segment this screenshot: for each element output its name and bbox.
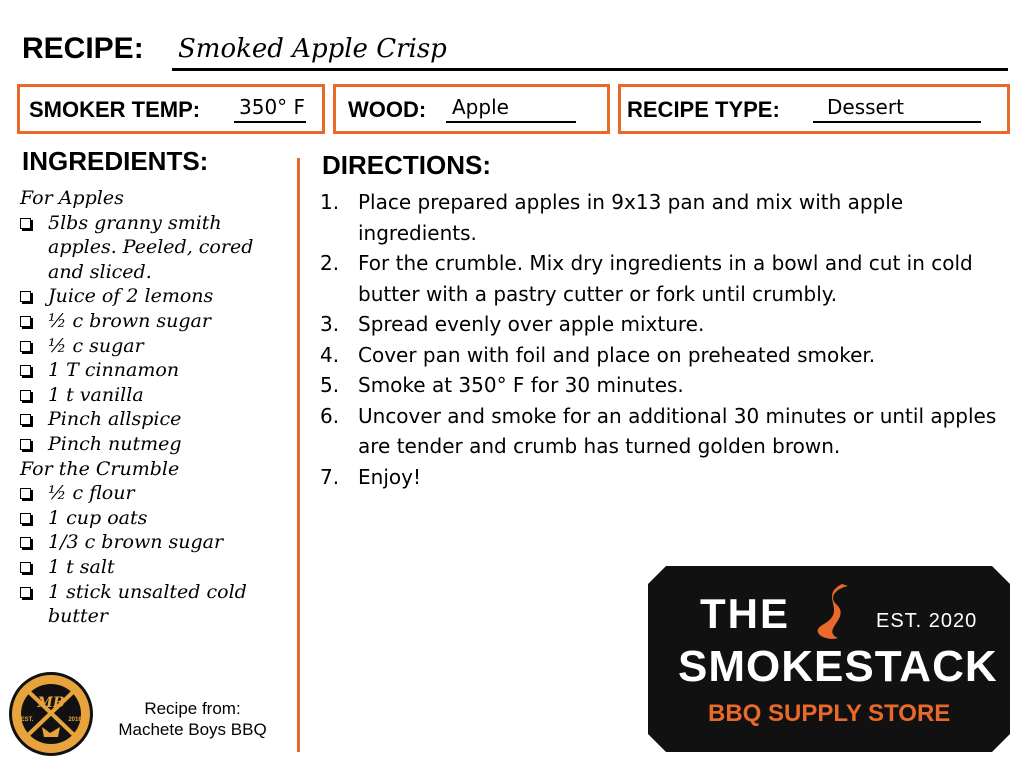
- ingredient-text: 5lbs granny smith apples. Peeled, cored and sliced.: [48, 211, 254, 283]
- step-number: 7.: [320, 464, 340, 489]
- ingredient-item: [20, 432, 290, 457]
- ingredient-item: [20, 358, 290, 383]
- ingredient-item: [20, 334, 290, 359]
- ingredients-list: [20, 186, 290, 629]
- ingredient-group-title: For Apples: [20, 187, 124, 209]
- ingredient-text: ½ c sugar: [48, 334, 144, 357]
- ingredient-text: 1 stick unsalted cold butter: [48, 580, 247, 628]
- direction-step: [320, 248, 1010, 309]
- title-underline: [172, 68, 1008, 71]
- step-text: Smoke at 350° F for 30 minutes.: [358, 373, 684, 397]
- mb-year: 2016: [68, 717, 82, 723]
- checkbox-icon: [20, 341, 31, 352]
- wood-value: Apple: [452, 95, 509, 119]
- ingredient-item: [20, 211, 290, 285]
- ingredient-text: ½ c flour: [48, 482, 135, 505]
- mb-initials: MB: [37, 695, 65, 711]
- step-text: Enjoy!: [358, 464, 421, 489]
- directions-list: [320, 187, 1010, 492]
- ingredient-item: [20, 309, 290, 334]
- smokestack-logo: [648, 566, 1010, 752]
- ingredient-item: [20, 383, 290, 408]
- checkbox-icon: [20, 439, 31, 450]
- crossed-machetes-icon: [12, 675, 90, 753]
- ingredient-text: 1 t salt: [48, 555, 115, 578]
- checkbox-icon: [20, 537, 31, 548]
- direction-step: [320, 462, 1010, 493]
- step-text: Cover pan with foil and place on preheated smoker.: [358, 342, 876, 367]
- direction-step: [320, 370, 1010, 401]
- direction-step: [320, 187, 1010, 248]
- step-number: 2.: [320, 251, 340, 275]
- step-number: 6.: [320, 403, 340, 428]
- wood-box: [333, 84, 610, 134]
- recipe-label: RECIPE:: [22, 32, 144, 65]
- logo-est: EST. 2020: [876, 610, 978, 632]
- ingredient-text: 1 t vanilla: [48, 383, 144, 406]
- recipe-title: Smoked Apple Crisp: [178, 34, 447, 64]
- recipe-type-underline: [813, 121, 981, 123]
- checkbox-icon: [20, 390, 31, 401]
- ingredient-item: [20, 284, 290, 309]
- ingredient-item: [20, 555, 290, 580]
- wood-underline: [446, 121, 576, 123]
- smoker-temp-underline: [234, 121, 306, 123]
- credit-line-1: Recipe from:: [144, 699, 241, 718]
- column-divider: [297, 158, 300, 752]
- recipe-type-label: RECIPE TYPE:: [627, 97, 780, 122]
- machete-boys-logo: [9, 672, 93, 756]
- checkbox-icon: [20, 488, 31, 499]
- ingredient-text: 1/3 c brown sugar: [48, 531, 224, 554]
- recipe-type-box: [618, 84, 1010, 134]
- smoker-temp-label: SMOKER TEMP:: [29, 97, 201, 122]
- logo-bbq-supply: BBQ SUPPLY STORE: [708, 700, 951, 727]
- checkbox-icon: [20, 562, 31, 573]
- recipe-type-value: Dessert: [827, 95, 904, 119]
- ingredient-text: Pinch allspice: [48, 408, 182, 431]
- step-text: Uncover and smoke for an additional 30 minutes or until apples are tender and crumb has turned golden brown.: [358, 403, 997, 458]
- logo-the: THE: [700, 590, 790, 637]
- credit-line-2: Machete Boys BBQ: [118, 720, 267, 739]
- ingredient-item: [20, 481, 290, 506]
- ingredient-text: Juice of 2 lemons: [48, 285, 214, 308]
- ingredient-item: [20, 506, 290, 531]
- checkbox-icon: [20, 218, 31, 229]
- directions-heading: DIRECTIONS:: [322, 150, 491, 180]
- direction-step: [320, 340, 1010, 371]
- checkbox-icon: [20, 414, 31, 425]
- direction-step: [320, 401, 1010, 462]
- step-number: 3.: [320, 312, 340, 336]
- checkbox-icon: [20, 513, 31, 524]
- mb-est: EST.: [20, 717, 34, 723]
- smoker-temp-value: 350° F: [239, 95, 306, 119]
- step-text: Spread evenly over apple mixture.: [358, 312, 705, 336]
- step-text: Place prepared apples in 9x13 pan and mix with apple ingredients.: [358, 190, 904, 245]
- ingredient-text: ½ c brown sugar: [48, 309, 211, 332]
- ingredient-item: [20, 530, 290, 555]
- step-number: 5.: [320, 373, 340, 397]
- wood-label: WOOD:: [348, 97, 427, 122]
- ingredient-group-title: For the Crumble: [20, 457, 180, 480]
- checkbox-icon: [20, 291, 31, 302]
- ingredient-item: [20, 580, 290, 629]
- step-number: 1.: [320, 190, 340, 214]
- step-number: 4.: [320, 342, 340, 367]
- ingredient-text: 1 T cinnamon: [48, 359, 180, 382]
- ingredients-heading: INGREDIENTS:: [22, 146, 209, 176]
- ingredient-item: [20, 407, 290, 432]
- logo-smokestack: SMOKESTACK: [678, 642, 998, 691]
- direction-step: [320, 309, 1010, 340]
- step-text: For the crumble. Mix dry ingredients in a bowl and cut in cold butter with a pastry cutter or fork until crumbly.: [358, 251, 973, 306]
- ingredient-text: 1 cup oats: [48, 506, 148, 529]
- checkbox-icon: [20, 587, 31, 598]
- checkbox-icon: [20, 316, 31, 327]
- ingredient-text: Pinch nutmeg: [48, 432, 182, 455]
- recipe-credit: [100, 698, 285, 740]
- checkbox-icon: [20, 365, 31, 376]
- smoker-temp-box: [17, 84, 325, 134]
